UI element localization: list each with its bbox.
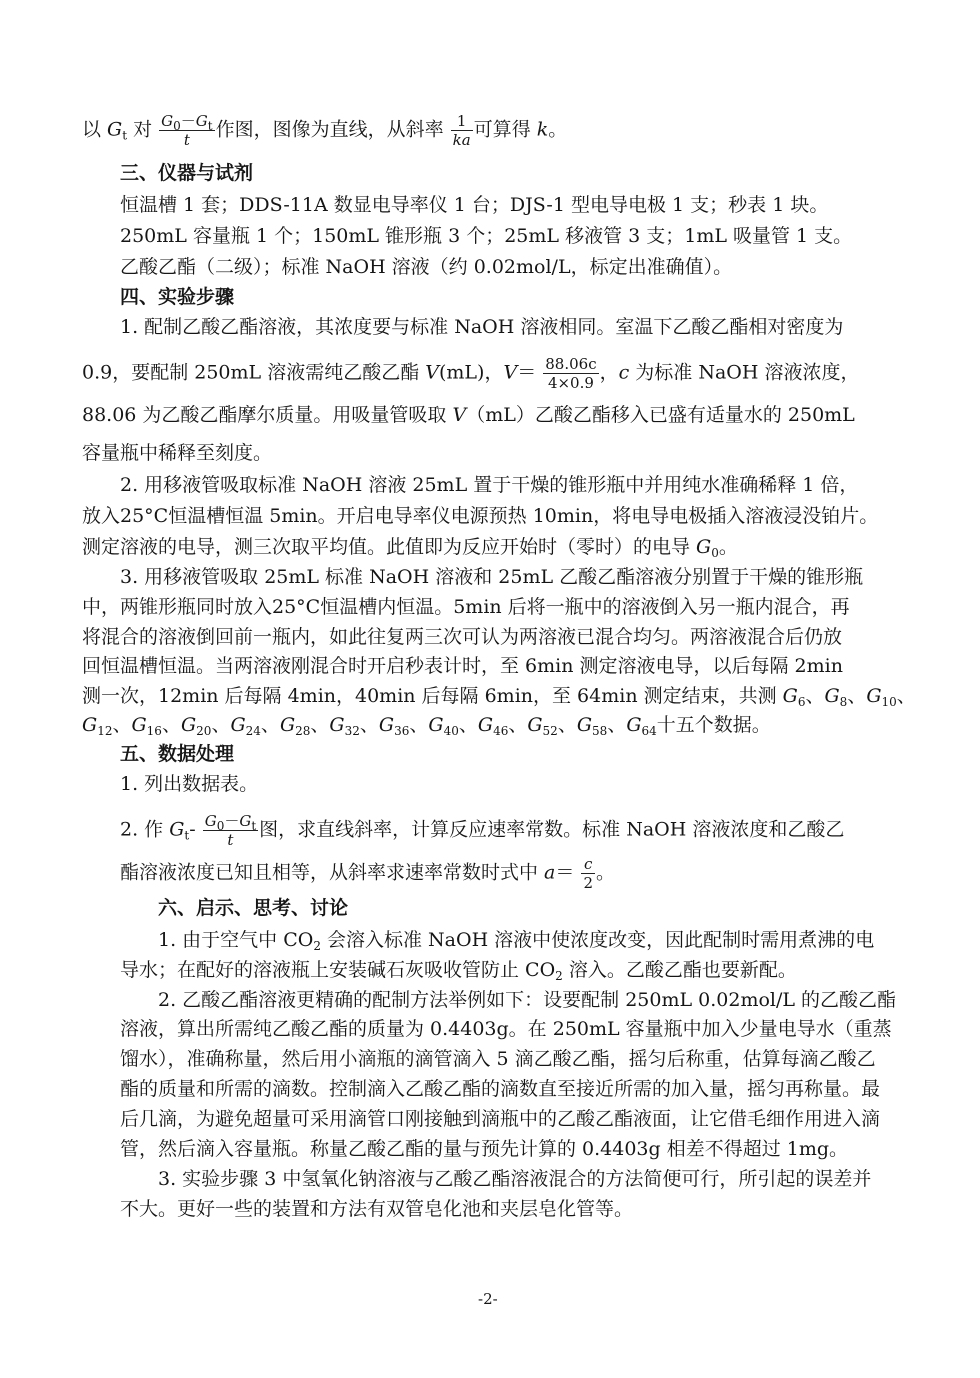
- conductance-symbol: G: [477, 714, 494, 736]
- conductance-subscript: 24: [245, 724, 261, 738]
- conductance-symbol: G: [576, 714, 593, 736]
- conductance-symbol: G: [180, 714, 197, 736]
- conductance-subscript: 36: [394, 724, 410, 738]
- conductance-symbol: G: [279, 714, 296, 736]
- text-line-18: 1. 列出数据表。: [120, 773, 259, 795]
- text-line-5: 1. 配制乙酸乙酯溶液，其浓度要与标准 NaOH 溶液相同。室温下乙酸乙酯相对密度为: [120, 316, 844, 338]
- section-heading-5: 五、数据处理: [120, 743, 235, 765]
- text-line-7: 88.06 为乙酸乙酯摩尔质量。用吸量管吸取 V（mL）乙酸乙酯移入已盛有适量水的 250mL: [82, 404, 855, 426]
- separator: 、: [359, 714, 379, 736]
- text-line-20: 酯溶液浓度已知且相等，从斜率求速率常数时式中 a＝ $\frac{c}{2}$ 。: [120, 855, 615, 892]
- conductance-subscript: 58: [592, 724, 608, 738]
- text-line-4: 乙酸乙酯（二级）；标准 NaOH 溶液（约 0.02mol/L，标定出准确值）。: [120, 256, 733, 278]
- conductance-symbol: G: [428, 714, 444, 736]
- text-line-24: 溶液，算出所需纯乙酸乙酯的质量为 0.4403g。在 250mL 容量瓶中加入少量电导水（重蒸: [120, 1018, 892, 1040]
- separator: 、: [557, 714, 577, 736]
- fraction-g0-minus-gt-over-t: $\frac{G_0-G_t}{t}$: [161, 112, 213, 149]
- text-line-27: 后几滴，为避免超量可采用滴管口刚接触到滴瓶中的乙酸乙酯液面，让它借毛细作用进入滴: [120, 1108, 881, 1130]
- separator: 、: [458, 714, 478, 736]
- conductance-subscript: 46: [493, 724, 509, 738]
- separator: 、: [607, 714, 627, 736]
- text-line-3: 250mL 容量瓶 1 个；150mL 锥形瓶 3 个；25mL 移液管 3 支；1mL 吸量管 1 支。: [120, 225, 853, 247]
- text-line-12: 3. 用移液管吸取 25mL 标准 NaOH 溶液和 25mL 乙酸乙酯溶液分别置于干燥的锥形瓶: [120, 566, 864, 588]
- page-number: -2-: [478, 1290, 498, 1308]
- text-line-19: 2. 作 $G_t-$ $\frac{G_0-G_t}{t}$ 图，求直线斜率，计算反应速率常数。标准 NaOH 溶液浓度和乙酸乙: [120, 812, 845, 849]
- separator: 、: [310, 714, 330, 736]
- text-line-11: 测定溶液的电导，测三次取平均值。此值即为反应开始时（零时）的电导 $G_0$。: [82, 536, 738, 560]
- text-line-15: 回恒温槽恒温。当两溶液刚混合时开启秒表计时，至 6min 测定溶液电导，以后每隔 2min: [82, 655, 843, 677]
- text-line-10: 放入25°C恒温槽恒温 5min。开启电导率仪电源预热 10min，将电导电极插入溶液浸没铂片。: [82, 505, 879, 527]
- text-line-16: 测一次，12min 后每隔 4min，40min 后每隔 6min，至 64min 测定结束，共测 $G_6$、$G_8$、$G_{10}$、: [82, 685, 916, 709]
- separator: 、: [409, 714, 429, 736]
- text-line-25: 馏水），准确称量，然后用小滴瓶的滴管滴入 5 滴乙酸乙酯，摇匀后称重，估算每滴乙酸乙: [120, 1048, 876, 1070]
- text-line-14: 将混合的溶液倒回前一瓶内，如此往复两三次可认为两溶液已混合均匀。两溶液混合后仍放: [82, 626, 843, 648]
- separator: 、: [161, 714, 181, 736]
- text-line-28: 管，然后滴入容量瓶。称量乙酸乙酯的量与预先计算的 0.4403g 相差不得超过 1mg。: [120, 1138, 849, 1160]
- conductance-symbol: G: [82, 714, 98, 736]
- text-line-8: 容量瓶中稀释至刻度。: [82, 442, 273, 464]
- text-line-6: 0.9，要配制 250mL 溶液需纯乙酸乙酯 V(mL)，V＝ $\frac{88.06c}{4\times 0.9}$ ，c 为标准 NaOH 溶液浓度，: [82, 355, 860, 392]
- conductance-symbol: G: [378, 714, 395, 736]
- text-line-30: 不大。更好一些的装置和方法有双管皂化池和夹层皂化管等。: [120, 1198, 634, 1220]
- conductance-subscript: 20: [196, 724, 212, 738]
- conductance-subscript: 32: [344, 724, 360, 738]
- text-line-22: 导水；在配好的溶液瓶上安装碱石灰吸收管防止 $CO_2$ 溶入。乙酸乙酯也要新配。: [120, 959, 797, 983]
- separator: 、: [112, 714, 132, 736]
- fraction-volume-formula: $\frac{88.06c}{4\times 0.9}$: [545, 355, 597, 392]
- conductance-subscript: 16: [146, 724, 162, 738]
- section-heading-4: 四、实验步骤: [120, 286, 235, 308]
- conductance-subscript: 40: [443, 724, 459, 738]
- section-heading-3: 三、仪器与试剂: [120, 162, 254, 184]
- conductance-symbol: G: [230, 714, 246, 736]
- fraction-g0-minus-gt-over-t-2: $\frac{G_0-G_t}{t}$: [204, 812, 257, 849]
- fraction-1-over-ka: $\frac{1}{ka}$: [452, 112, 471, 149]
- text-line-17: $G_{12}$、$G_{16}$、$G_{20}$、$G_{24}$、$G_{28}$、$G_{32}$、$G_{36}$、$G_{40}$、$G_{46}$、$G_{52}$、$G_{58}$、$G_{64}$十五个数据。: [82, 714, 771, 738]
- conductance-subscript: 12: [97, 724, 113, 738]
- conductance-symbol: G: [527, 714, 543, 736]
- conductance-subscript: 28: [295, 724, 311, 738]
- section-heading-6: 六、启示、思考、讨论: [158, 897, 349, 919]
- text-line-21: 1. 由于空气中 $CO_2$ 会溶入标准 NaOH 溶液中使浓度改变，因此配制时需用煮沸的电: [158, 929, 875, 953]
- conductance-symbol: G: [626, 714, 642, 736]
- conductance-symbol: G: [329, 714, 345, 736]
- separator: 、: [508, 714, 528, 736]
- conductance-symbol: G: [131, 714, 147, 736]
- text-line-23: 2. 乙酸乙酯溶液更精确的配制方法举例如下：设要配制 250mL 0.02mol/L 的乙酸乙酯: [158, 989, 897, 1011]
- text-line-13: 中，两锥形瓶同时放入25°C恒温槽内恒温。5min 后将一瓶中的溶液倒入另一瓶内混合，再: [82, 596, 850, 618]
- text-line-26: 酯的质量和所需的滴数。控制滴入乙酸乙酯的滴数直至接近所需的加入量，摇匀再称量。最: [120, 1078, 881, 1100]
- text-line-9: 2. 用移液管吸取标准 NaOH 溶液 25mL 置于干燥的锥形瓶中并用纯水准确稀释 1 倍，: [120, 474, 859, 496]
- conductance-list: [82, 714, 657, 736]
- conductance-subscript: 64: [641, 724, 657, 738]
- conductance-subscript: 52: [542, 724, 558, 738]
- text-line-29: 3. 实验步骤 3 中氢氧化钠溶液与乙酸乙酯溶液混合的方法简便可行，所引起的误差并: [158, 1168, 872, 1190]
- fraction-c-over-2: $\frac{c}{2}$: [583, 855, 593, 892]
- separator: 、: [211, 714, 231, 736]
- text-line-1: 以 $G_t$ 对 $\frac{G_0-G_t}{t}$ 作图，图像为直线，从斜率 $\frac{1}{ka}$ 可算得 k。: [82, 112, 568, 149]
- text-line-2: 恒温槽 1 套；DDS-11A 数显电导率仪 1 台；DJS-1 型电导电极 1 支；秒表 1 块。: [120, 194, 829, 216]
- separator: 、: [260, 714, 280, 736]
